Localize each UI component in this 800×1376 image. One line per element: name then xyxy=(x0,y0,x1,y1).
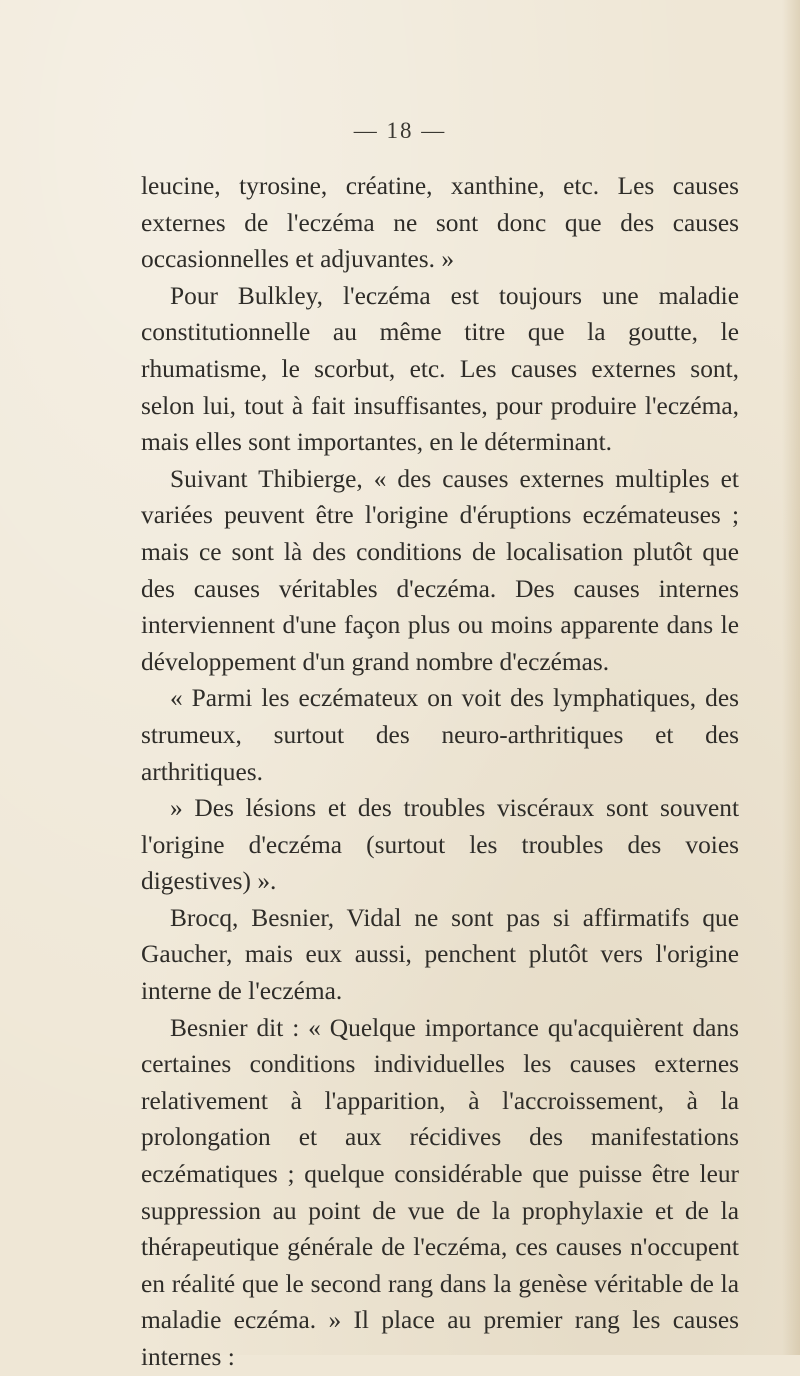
paragraph-thibierge: Suivant Thibierge, « des causes externes multiples et variées peuvent être l'origine d'éruptions eczémateuses ; mais ce sont là des conditions de localisation plutôt que des causes véritables d'eczéma. Des causes internes interviennent d'une façon plus ou moins apparente dans le développement d'un grand nombre d'eczémas. xyxy=(141,464,739,676)
page-number: — 18 — xyxy=(353,118,447,143)
paragraph-continuation: leucine, tyrosine, créatine, xanthine, etc. Les causes externes de l'eczéma ne sont donc que des causes occasionnelles et adjuvantes. » xyxy=(141,172,739,274)
paragraph-eczemateux: « Parmi les eczémateux on voit des lymphatiques, des strumeux, surtout des neuro-arthritiques et des arthritiques. xyxy=(141,684,739,786)
paragraph-brocq: Brocq, Besnier, Vidal ne sont pas si affirmatifs que Gaucher, mais eux aussi, penchent plutôt vers l'origine interne de l'eczéma. xyxy=(141,903,739,1006)
paragraph-lesions: » Des lésions et des troubles viscéraux sont souvent l'origine d'eczéma (surtout les troubles des voies digestives) ». xyxy=(141,794,739,896)
paragraph-bulkley: Pour Bulkley, l'eczéma est toujours une maladie constitutionnelle au même titre que la goutte, le rhumatisme, le scorbut, etc. Les causes externes sont, selon lui, tout à fait insuffisantes, pour produire l'eczéma, mais elles sont importantes, en le déterminant. xyxy=(141,281,739,457)
page-edge-shadow xyxy=(782,0,800,1355)
paragraph-besnier: Besnier dit : « Quelque importance qu'acquièrent dans certaines conditions individuelles les causes externes relativement à l'apparition, à l'accroissement, à la prolongation et aux récidives des manifestations eczématiques ; quelque considérable que puisse être leur suppression au point de vue de la prophylaxie et de la thérapeutique générale de l'eczéma, ces causes n'occupent en réalité que le second rang dans la genèse véritable de la maladie eczéma. » Il place au premier rang les causes internes : xyxy=(141,1013,739,1371)
body-text xyxy=(141,168,739,1376)
